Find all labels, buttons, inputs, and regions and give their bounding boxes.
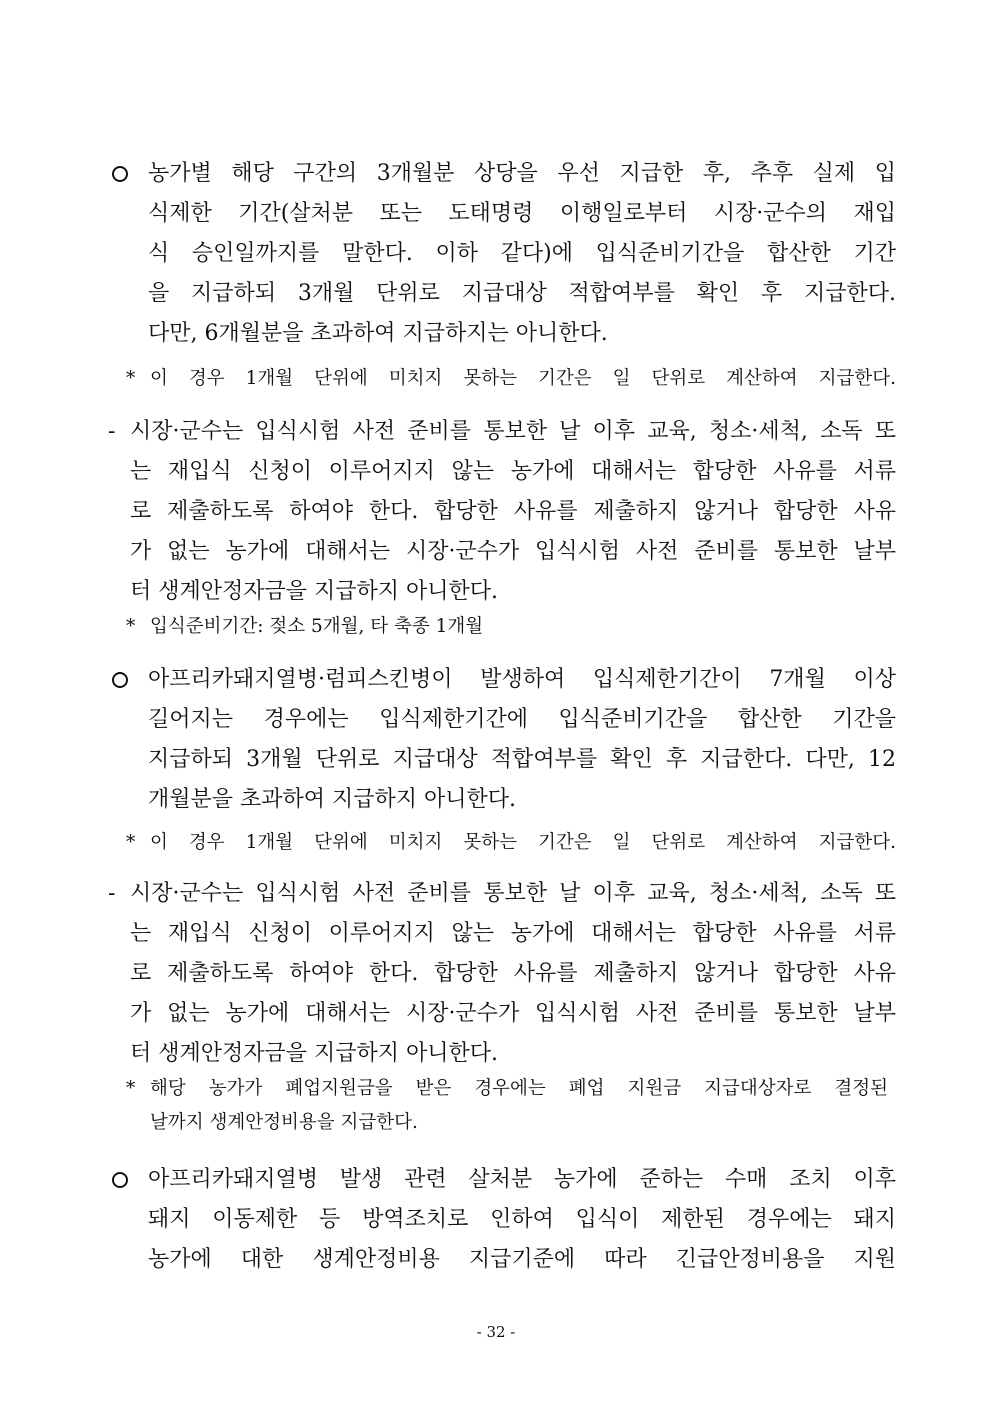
paragraph-line: 는 재입식 신청이 이루어지지 않는 농가에 대해서는 합당한 사유를 서류 xyxy=(130,921,896,946)
circle-paragraph-2 xyxy=(148,660,896,820)
paragraph-line: 농가별 해당 구간의 3개월분 상당을 우선 지급한 후, 추후 실제 입 xyxy=(148,161,896,186)
asterisk-note-icon: * xyxy=(126,832,136,853)
dash-paragraph-2 xyxy=(130,874,896,1074)
note-3 xyxy=(150,826,896,860)
note-2 xyxy=(150,610,896,644)
paragraph-line: 돼지 이동제한 등 방역조치로 인하여 입식이 제한된 경우에는 돼지 xyxy=(148,1207,896,1232)
note-1 xyxy=(150,362,896,396)
paragraph-line: 을 지급하되 3개월 단위로 지급대상 적합여부를 확인 후 지급한다. xyxy=(148,281,896,306)
paragraph-line: 다만, 6개월분을 초과하여 지급하지는 아니한다. xyxy=(148,321,608,346)
circle-bullet-icon xyxy=(112,166,128,182)
paragraph-line: 는 재입식 신청이 이루어지지 않는 농가에 대해서는 합당한 사유를 서류 xyxy=(130,459,896,484)
dash-bullet-icon: - xyxy=(108,881,116,906)
note-line: 날까지 생계안정비용을 지급한다. xyxy=(150,1112,418,1133)
paragraph-line: 로 제출하도록 하여야 한다. 합당한 사유를 제출하지 않거나 합당한 사유 xyxy=(130,961,896,986)
circle-bullet-icon xyxy=(112,1172,128,1188)
asterisk-note-icon: * xyxy=(126,616,136,637)
note-line: 이 경우 1개월 단위에 미치지 못하는 기간은 일 단위로 계산하여 지급한다. xyxy=(150,368,896,389)
page-number: - 32 - xyxy=(476,1323,516,1341)
paragraph-line: 식제한 기간(살처분 또는 도태명령 이행일로부터 시장·군수의 재입 xyxy=(148,201,896,226)
note-line: 이 경우 1개월 단위에 미치지 못하는 기간은 일 단위로 계산하여 지급한다. xyxy=(150,832,896,853)
paragraph-line: 지급하되 3개월 단위로 지급대상 적합여부를 확인 후 지급한다. 다만, 12 xyxy=(148,747,896,772)
paragraph-line: 가 없는 농가에 대해서는 시장·군수가 입식시험 사전 준비를 통보한 날부 xyxy=(130,1001,896,1026)
paragraph-line: 가 없는 농가에 대해서는 시장·군수가 입식시험 사전 준비를 통보한 날부 xyxy=(130,539,896,564)
paragraph-line: 시장·군수는 입식시험 사전 준비를 통보한 날 이후 교육, 청소·세척, 소독 또 xyxy=(130,881,896,906)
note-4 xyxy=(150,1072,888,1140)
dash-bullet-icon: - xyxy=(108,419,116,444)
circle-paragraph-3 xyxy=(148,1160,896,1280)
asterisk-note-icon: * xyxy=(126,1078,136,1099)
note-line: 해당 농가가 폐업지원금을 받은 경우에는 폐업 지원금 지급대상자로 결정된 xyxy=(150,1078,888,1099)
circle-bullet-icon xyxy=(112,672,128,688)
paragraph-line: 로 제출하도록 하여야 한다. 합당한 사유를 제출하지 않거나 합당한 사유 xyxy=(130,499,896,524)
paragraph-line: 길어지는 경우에는 입식제한기간에 입식준비기간을 합산한 기간을 xyxy=(148,707,896,732)
paragraph-line: 터 생계안정자금을 지급하지 아니한다. xyxy=(130,579,499,604)
note-line: 입식준비기간: 젖소 5개월, 타 축종 1개월 xyxy=(150,616,484,637)
paragraph-line: 터 생계안정자금을 지급하지 아니한다. xyxy=(130,1041,499,1066)
dash-paragraph-1 xyxy=(130,412,896,612)
paragraph-line: 개월분을 초과하여 지급하지 아니한다. xyxy=(148,787,517,812)
paragraph-line: 농가에 대한 생계안정비용 지급기준에 따라 긴급안정비용을 지원 xyxy=(148,1247,896,1272)
circle-paragraph-1 xyxy=(148,154,896,354)
paragraph-line: 아프리카돼지열병 발생 관련 살처분 농가에 준하는 수매 조치 이후 xyxy=(148,1167,896,1192)
paragraph-line: 시장·군수는 입식시험 사전 준비를 통보한 날 이후 교육, 청소·세척, 소독 또 xyxy=(130,419,896,444)
asterisk-note-icon: * xyxy=(126,368,136,389)
paragraph-line: 아프리카돼지열병·럼피스킨병이 발생하여 입식제한기간이 7개월 이상 xyxy=(148,667,896,692)
paragraph-line: 식 승인일까지를 말한다. 이하 같다)에 입식준비기간을 합산한 기간 xyxy=(148,241,896,266)
